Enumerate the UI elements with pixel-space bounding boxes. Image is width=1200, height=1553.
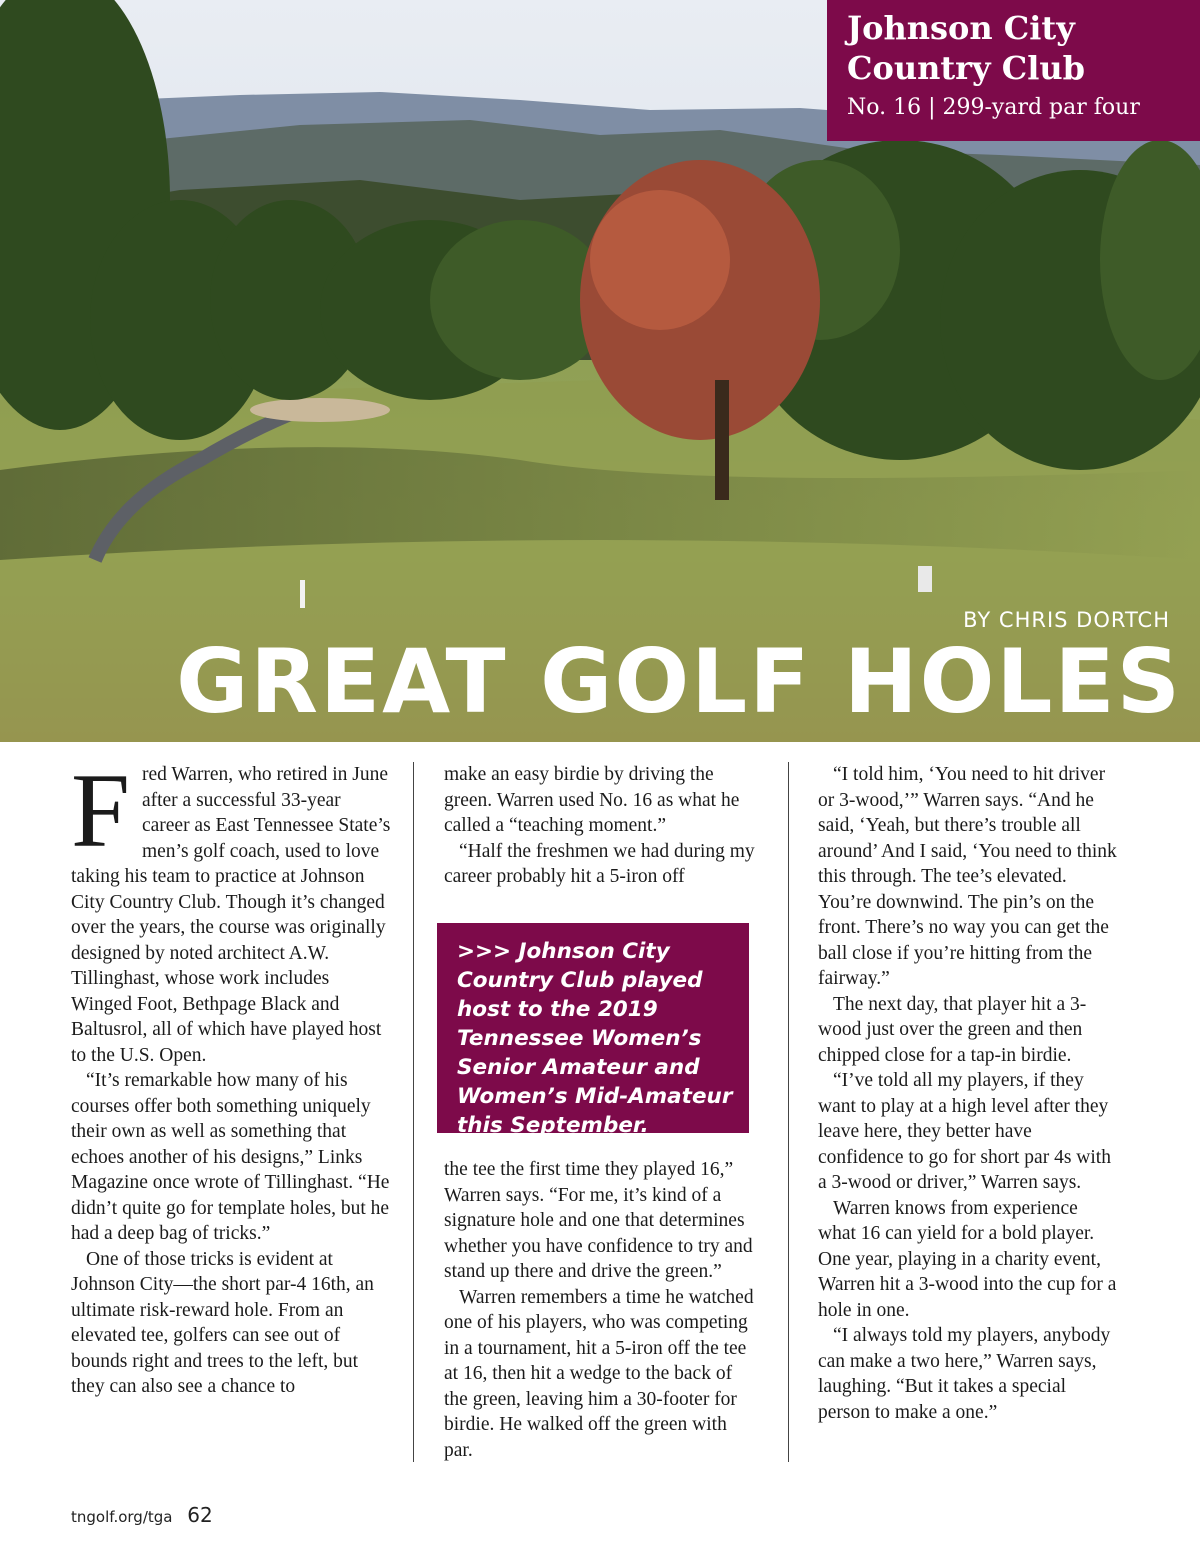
paragraph: make an easy birdie by driving the green. Warren used No. 16 as what he called a “teaching moment.” xyxy=(444,764,740,836)
page-number: 62 xyxy=(187,1503,213,1527)
article-column-3 xyxy=(818,762,1118,1425)
paragraph: “I told him, ‘You need to hit driver or 3-wood,’” Warren says. “And he said, ‘Yeah, but there’s trouble all around’ And I said, ‘You need to think this through. The tee’s elevated. You’re downwind. The pin’s on the front. There’s no way you can get the ball close if you’re hitting from the fairway.” xyxy=(818,764,1117,989)
course-name-line2: Country Club xyxy=(847,49,1085,87)
paragraph: “It’s remarkable how many of his courses offer both something uniquely their own as well as something that echoes another of his designs,” Links Magazine once wrote of Tillinghast. “He didn’t quite go for template holes, but he had a deep bag of tricks.” xyxy=(71,1070,390,1244)
article-column-2-bottom xyxy=(444,1157,760,1463)
paragraph: “Half the freshmen we had during my career probably hit a 5-iron off xyxy=(444,840,755,887)
hole-title-box xyxy=(827,0,1200,141)
paragraph: “I always told my players, anybody can make a two here,” Warren says, laughing. “But it takes a special person to make a one.” xyxy=(818,1325,1111,1423)
paragraph: “I’ve told all my players, if they want to play at a high level after they leave here, they better have confidence to go for short par 4s with a 3-wood or driver,” Warren says. xyxy=(818,1070,1111,1193)
article-column-1 xyxy=(71,752,391,1400)
column-divider xyxy=(413,762,414,1462)
article-column-2-top xyxy=(444,762,760,890)
byline: BY CHRIS DORTCH xyxy=(963,608,1170,632)
paragraph: The next day, that player hit a 3-wood just over the green and then chipped close for a tap-in birdie. xyxy=(818,993,1087,1066)
hole-subtitle: No. 16 | 299-yard par four xyxy=(847,95,1140,120)
course-name-line1: Johnson City xyxy=(847,9,1075,47)
headline: GREAT GOLF HOLES xyxy=(176,630,1182,733)
paragraph: the tee the first time they played 16,” Warren says. “For me, it’s kind of a signature hole and one that determines whether you have confidence to try and stand up there and drive the green.” xyxy=(444,1159,753,1282)
footer-url[interactable]: tngolf.org/tga xyxy=(71,1508,173,1526)
column-divider xyxy=(788,762,789,1462)
paragraph: One of those tricks is evident at Johnson City—the short par-4 16th, an ultimate risk-reward hole. From an elevated tee, golfers can see out of bounds right and trees to the left, but they can also see a chance to xyxy=(71,1248,374,1397)
drop-cap: F xyxy=(71,752,130,869)
paragraph: red Warren, who retired in June after a successful 33-year career as East Tennessee State’s men’s golf coach, used to love taking his team to practice at Johnson City Country Club. Though it’s changed over the years, the course was originally designed by noted architect A.W. Tillinghast, whose work includes Winged Foot, Bethpage Black and Baltusrol, all of which have played host to the U.S. Open. xyxy=(71,764,391,1066)
pull-quote: >>> Johnson City Country Club played host to the 2019 Tennessee Women’s Senior Amateur and Women’s Mid-Amateur this September. xyxy=(437,923,749,1133)
paragraph: Warren knows from experience what 16 can yield for a bold player. One year, playing in a charity event, Warren hit a 3-wood into the cup for a hole in one. xyxy=(818,1197,1117,1321)
paragraph: Warren remembers a time he watched one of his players, who was competing in a tournament, hit a 5-iron off the tee at 16, then hit a wedge to the back of the green, leaving him a 30-footer for birdie. He walked off the green with par. xyxy=(444,1286,754,1461)
page-footer xyxy=(71,1503,213,1527)
